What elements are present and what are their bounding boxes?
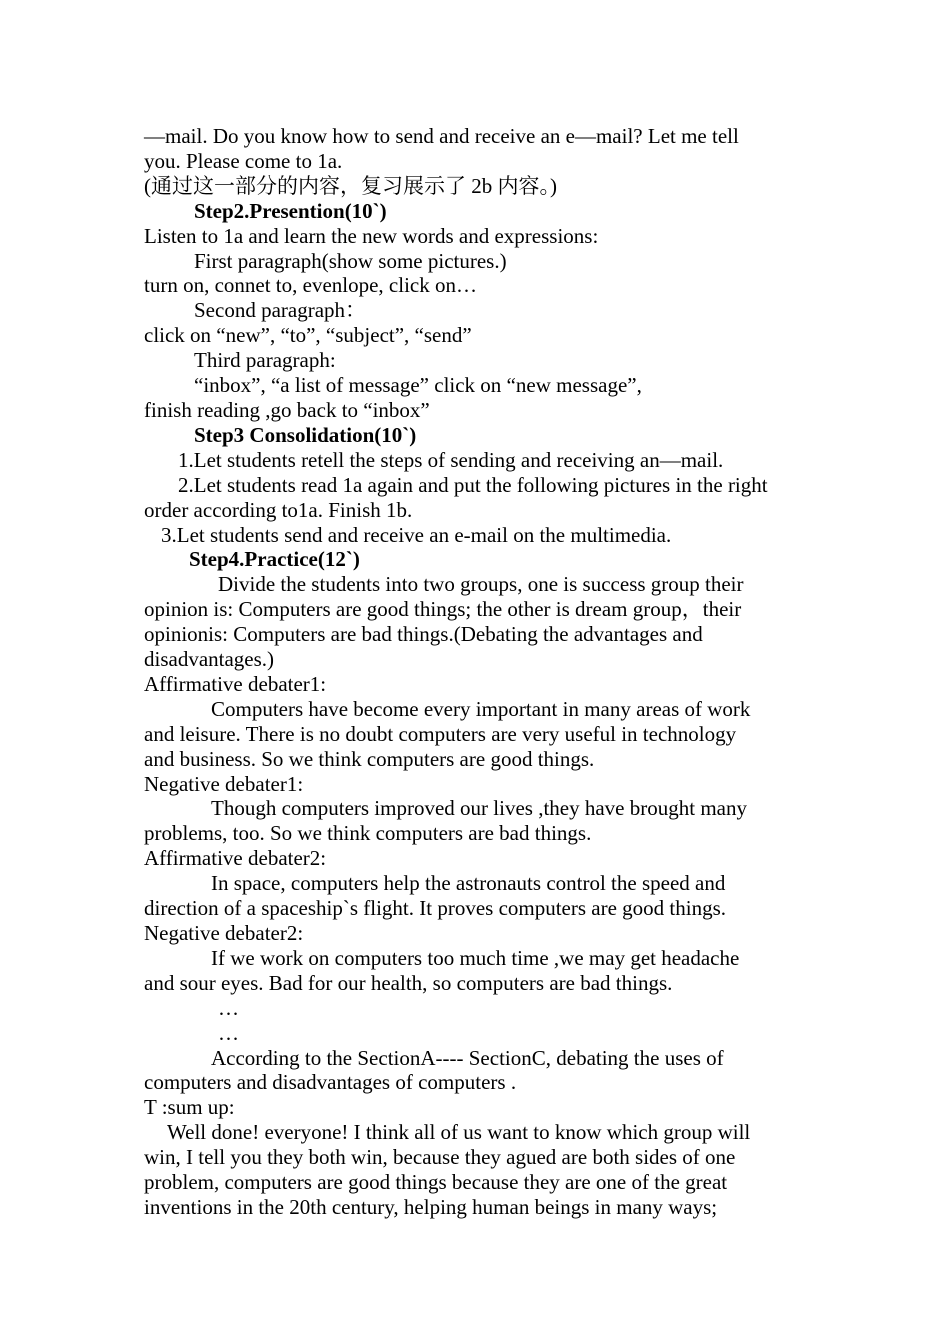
list-item: 2.Let students read 1a again and put the following pictures in the right — [178, 472, 768, 497]
text-line: turn on, connet to, evenlope, click on… — [144, 273, 477, 298]
text-line: problems, too. So we think computers are bad things. — [144, 821, 592, 846]
text-line: According to the SectionA---- SectionC, debating the uses of — [211, 1045, 724, 1070]
text-line: In space, computers help the astronauts control the speed and — [211, 871, 726, 896]
ellipsis-line: … — [218, 1020, 239, 1045]
text-line: “inbox”, “a list of message” click on “new message”, — [194, 373, 642, 398]
speaker-label: T :sum up: — [144, 1095, 235, 1120]
step3-heading: Step3 Consolidation(10`) — [194, 422, 417, 447]
text-line: Second paragraph： — [194, 298, 367, 323]
text-line: Computers have become every important in many areas of work — [211, 696, 751, 721]
list-item: 3.Let students send and receive an e-mail on the multimedia. — [161, 522, 672, 547]
list-item: 1.Let students retell the steps of sending and receiving an—mail. — [178, 447, 724, 472]
text-line: Third paragraph: — [194, 348, 336, 373]
text-line: finish reading ,go back to “inbox” — [144, 397, 430, 422]
text-line: Well done! everyone! I think all of us want to know which group will — [167, 1120, 751, 1145]
text-line: direction of a spaceship`s flight. It proves computers are good things. — [144, 896, 727, 921]
speaker-label: Affirmative debater2: — [144, 846, 327, 871]
text-line: Divide the students into two groups, one is success group their — [218, 572, 744, 597]
text-line: computers and disadvantages of computers . — [144, 1070, 517, 1095]
text-line: opinion is: Computers are good things; the other is dream group，their — [144, 597, 742, 622]
step4-heading: Step4.Practice(12`) — [189, 547, 360, 572]
text-line: Listen to 1a and learn the new words and expressions: — [144, 223, 599, 248]
text-line: win, I tell you they both win, because they agued are both sides of one — [144, 1145, 736, 1170]
text-line: order according to1a. Finish 1b. — [144, 497, 413, 522]
speaker-label: Negative debater1: — [144, 771, 304, 796]
text-line: inventions in the 20th century, helping human beings in many ways; — [144, 1194, 718, 1219]
text-line: you. Please come to 1a. — [144, 148, 343, 173]
text-line: First paragraph(show some pictures.) — [194, 248, 507, 273]
speaker-label: Affirmative debater1: — [144, 671, 327, 696]
text-line: and leisure. There is no doubt computers are very useful in technology — [144, 721, 737, 746]
chinese-note: (通过这一部分的内容，复习展示了 2b 内容。) — [144, 173, 557, 198]
step2-heading: Step2.Presention(10`) — [194, 198, 387, 223]
ellipsis-line: … — [218, 995, 239, 1020]
text-line: If we work on computers too much time ,we may get headache — [211, 945, 740, 970]
text-line: click on “new”, “to”, “subject”, “send” — [144, 323, 472, 348]
text-line: opinionis: Computers are bad things.(Debating the advantages and — [144, 622, 703, 647]
text-line: disadvantages.) — [144, 647, 275, 672]
speaker-label: Negative debater2: — [144, 921, 304, 945]
text-line: and sour eyes. Bad for our health, so computers are bad things. — [144, 970, 673, 995]
text-line: Though computers improved our lives ,they have brought many — [211, 796, 747, 821]
text-line: —mail. Do you know how to send and receive an e—mail? Let me tell — [144, 124, 739, 148]
text-line: and business. So we think computers are good things. — [144, 746, 595, 771]
text-line: problem, computers are good things because they are one of the great — [144, 1170, 728, 1195]
document-body — [144, 124, 824, 1220]
